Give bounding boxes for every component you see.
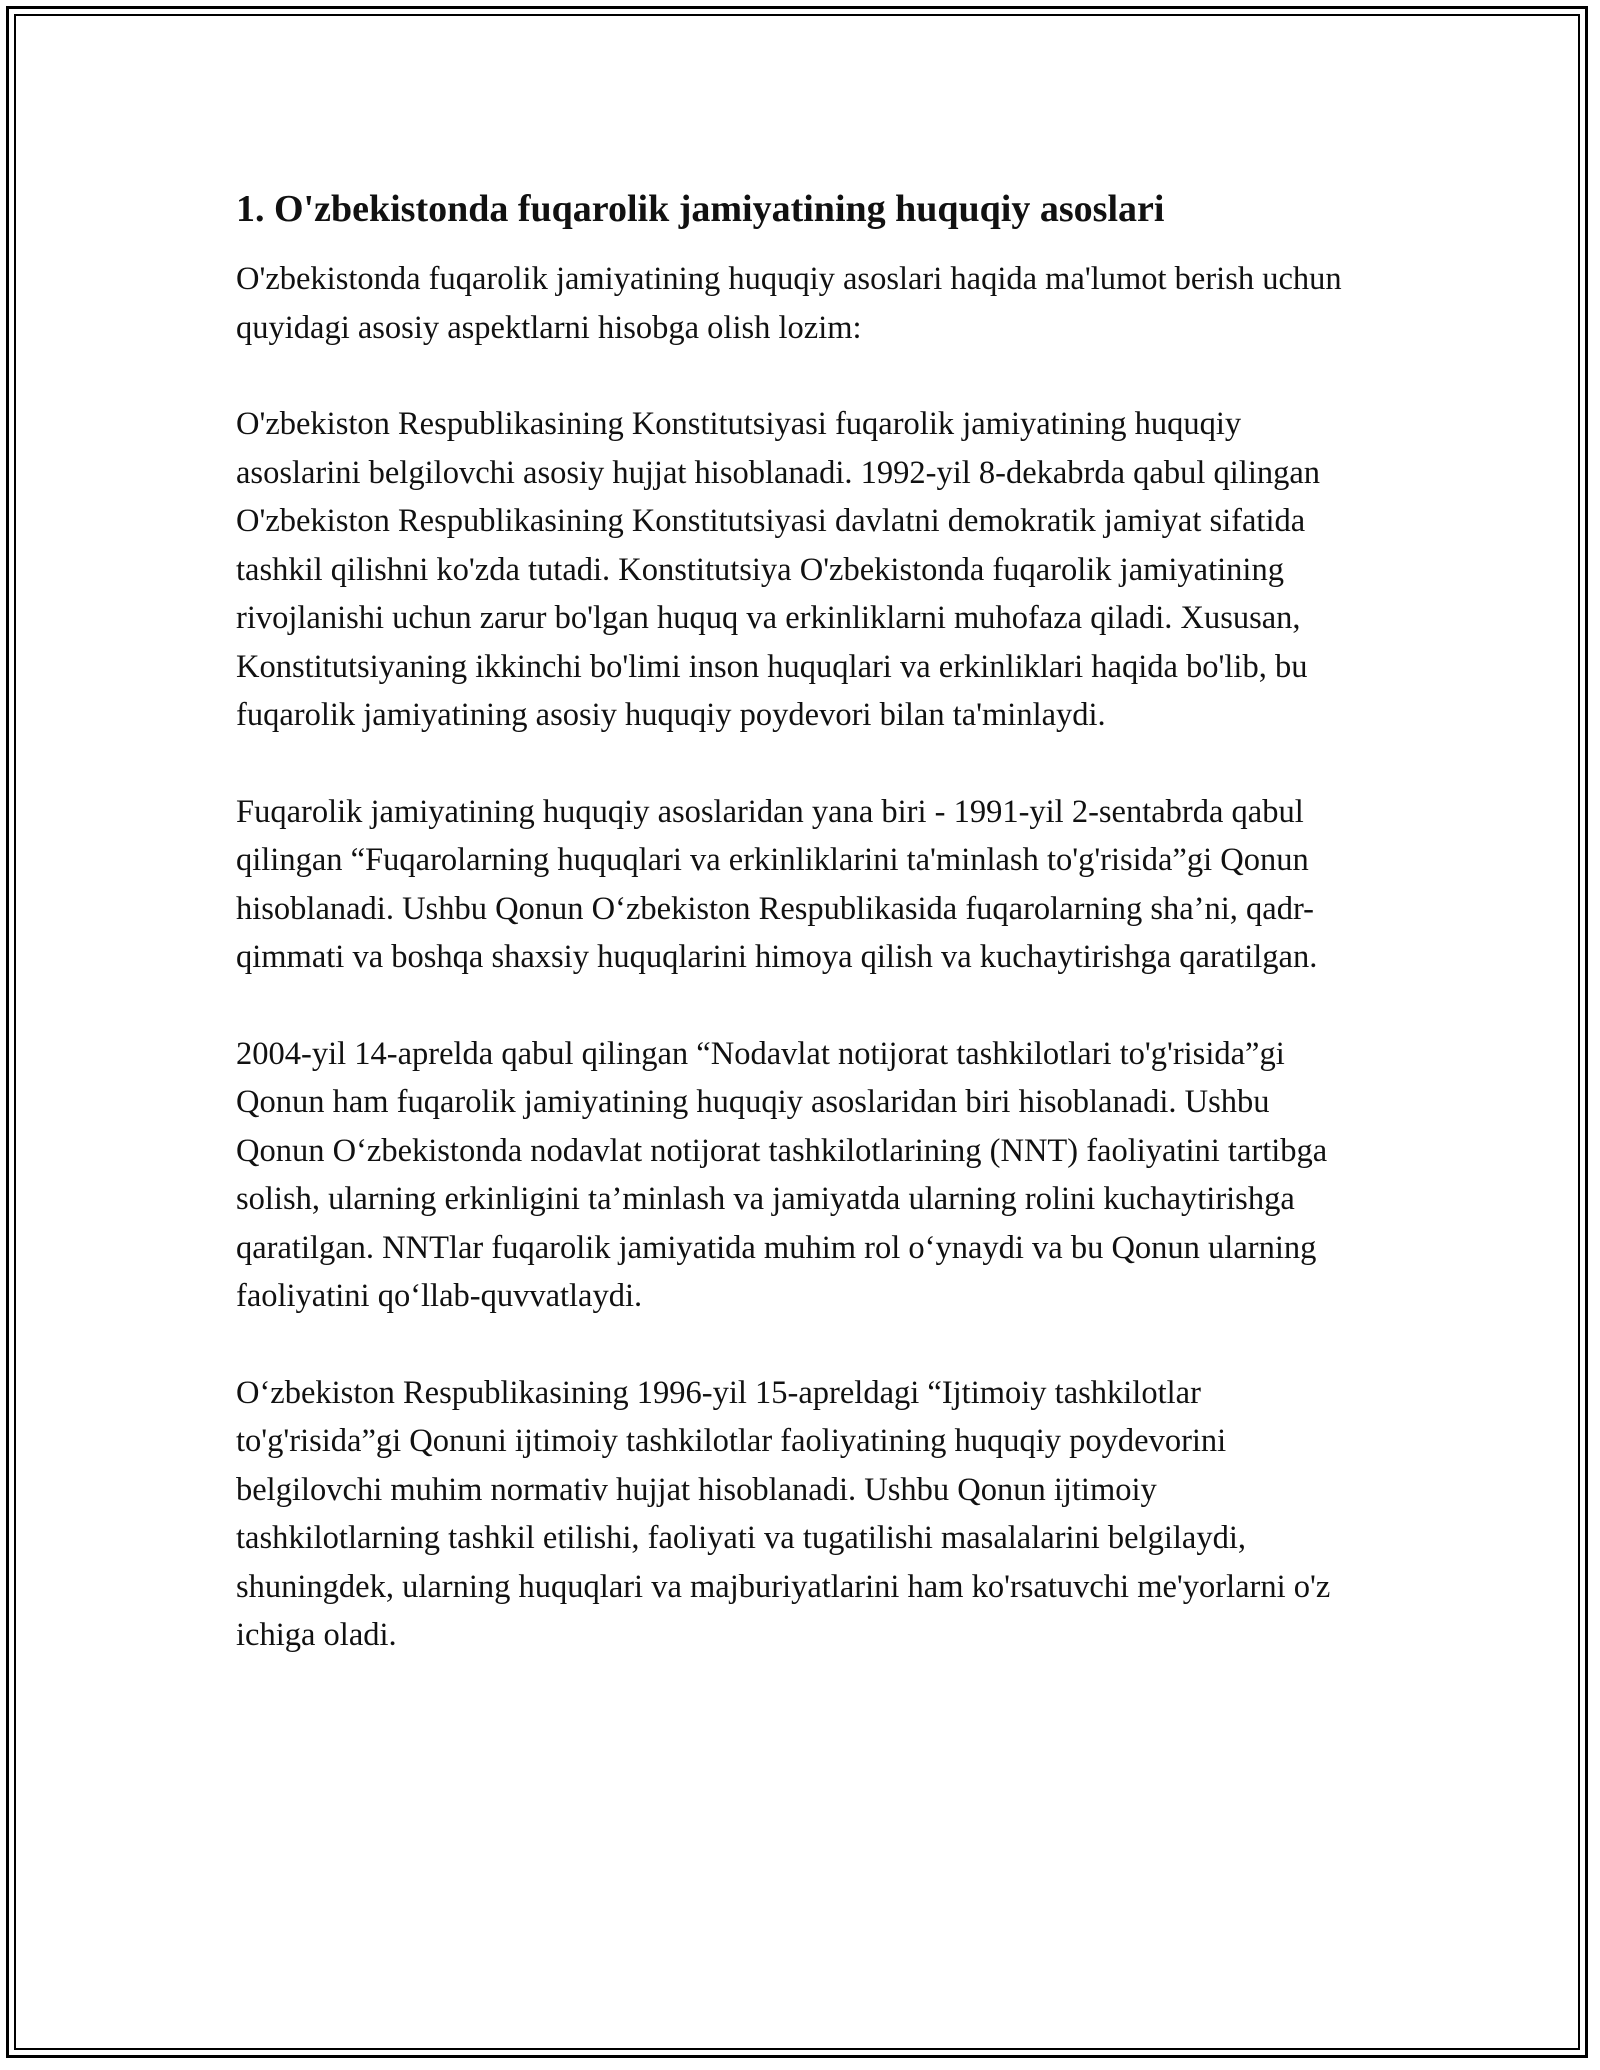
paragraph-constitution: O'zbekiston Respublikasining Konstitutsiyasi fuqarolik jamiyatining huquqiy asoslarini belgilovchi asosiy hujjat hisoblanadi. 1992-yil 8-dekabrda qabul qilingan O'zbekiston Respublikasining Konstitutsiyasi davlatni demokratik jamiyat sifatida tashkil qilishni ko'zda tutadi. Konstitutsiya O'zbekistonda fuqarolik jamiyatining rivojlanishi uchun zarur bo'lgan huquq va erkinliklarni muhofaza qiladi. Xususan, Konstitutsiyaning ikkinchi bo'limi inson huquqlari va erkinliklari haqida bo'lib, bu fuqarolik jamiyatining asosiy huquqiy poydevori bilan ta'minlaydi. (236, 406, 1321, 733)
paragraph-ngo-law: 2004-yil 14-aprelda qabul qilingan “Nodavlat notijorat tashkilotlari to'g'risida”gi Qonun ham fuqarolik jamiyatining huquqiy asoslaridan biri hisoblanadi. Ushbu Qonun O‘zbekistonda nodavlat notijorat tashkilotlarining (NNT) faoliyatini tartibga solish, ularning erkinligini ta’minlash va jamiyatda ularning rolini kuchaytirishga qaratilgan. NNTlar fuqarolik jamiyatida muhim rol o‘ynaydi va bu Qonun ularning faoliyatini qo‘llab-quvvatlaydi. (236, 1035, 1328, 1314)
paragraph-citizens-rights-law: Fuqarolik jamiyatining huquqiy asoslaridan yana biri - 1991-yil 2-sentabrda qabul qilingan “Fuqarolarning huquqlari va erkinliklarini ta'minlash to'g'risida”gi Qonun hisoblanadi. Ushbu Qonun O‘zbekiston Respublikasida fuqarolarning sha’ni, qadr-qimmati va boshqa shaxsiy huquqlarini himoya qilish va kuchaytirishga qaratilgan. (236, 793, 1318, 975)
paragraph-public-organizations-law: O‘zbekiston Respublikasining 1996-yil 15-apreldagi “Ijtimoiy tashkilotlar to'g'risida”gi Qonuni ijtimoiy tashkilotlar faoliyatining huquqiy poydevorini belgilovchi muhim normativ hujjat hisoblanadi. Ushbu Qonun ijtimoiy tashkilotlarning tashkil etilishi, faoliyati va tugatilishi masalalarini belgilaydi, shuningdek, ularning huquqlari va majburiyatlarini ham ko'rsatuvchi me'yorlarni o'z ichiga oladi. (236, 1374, 1331, 1653)
document-body (236, 185, 1366, 1708)
paragraph-intro: O'zbekistonda fuqarolik jamiyatining huquqiy asoslari haqida ma'lumot berish uchun quyidagi asosiy aspektlarni hisobga olish lozim: (236, 261, 1342, 346)
document-title: 1. O'zbekistonda fuqarolik jamiyatining huquqiy asoslari (236, 188, 1165, 230)
